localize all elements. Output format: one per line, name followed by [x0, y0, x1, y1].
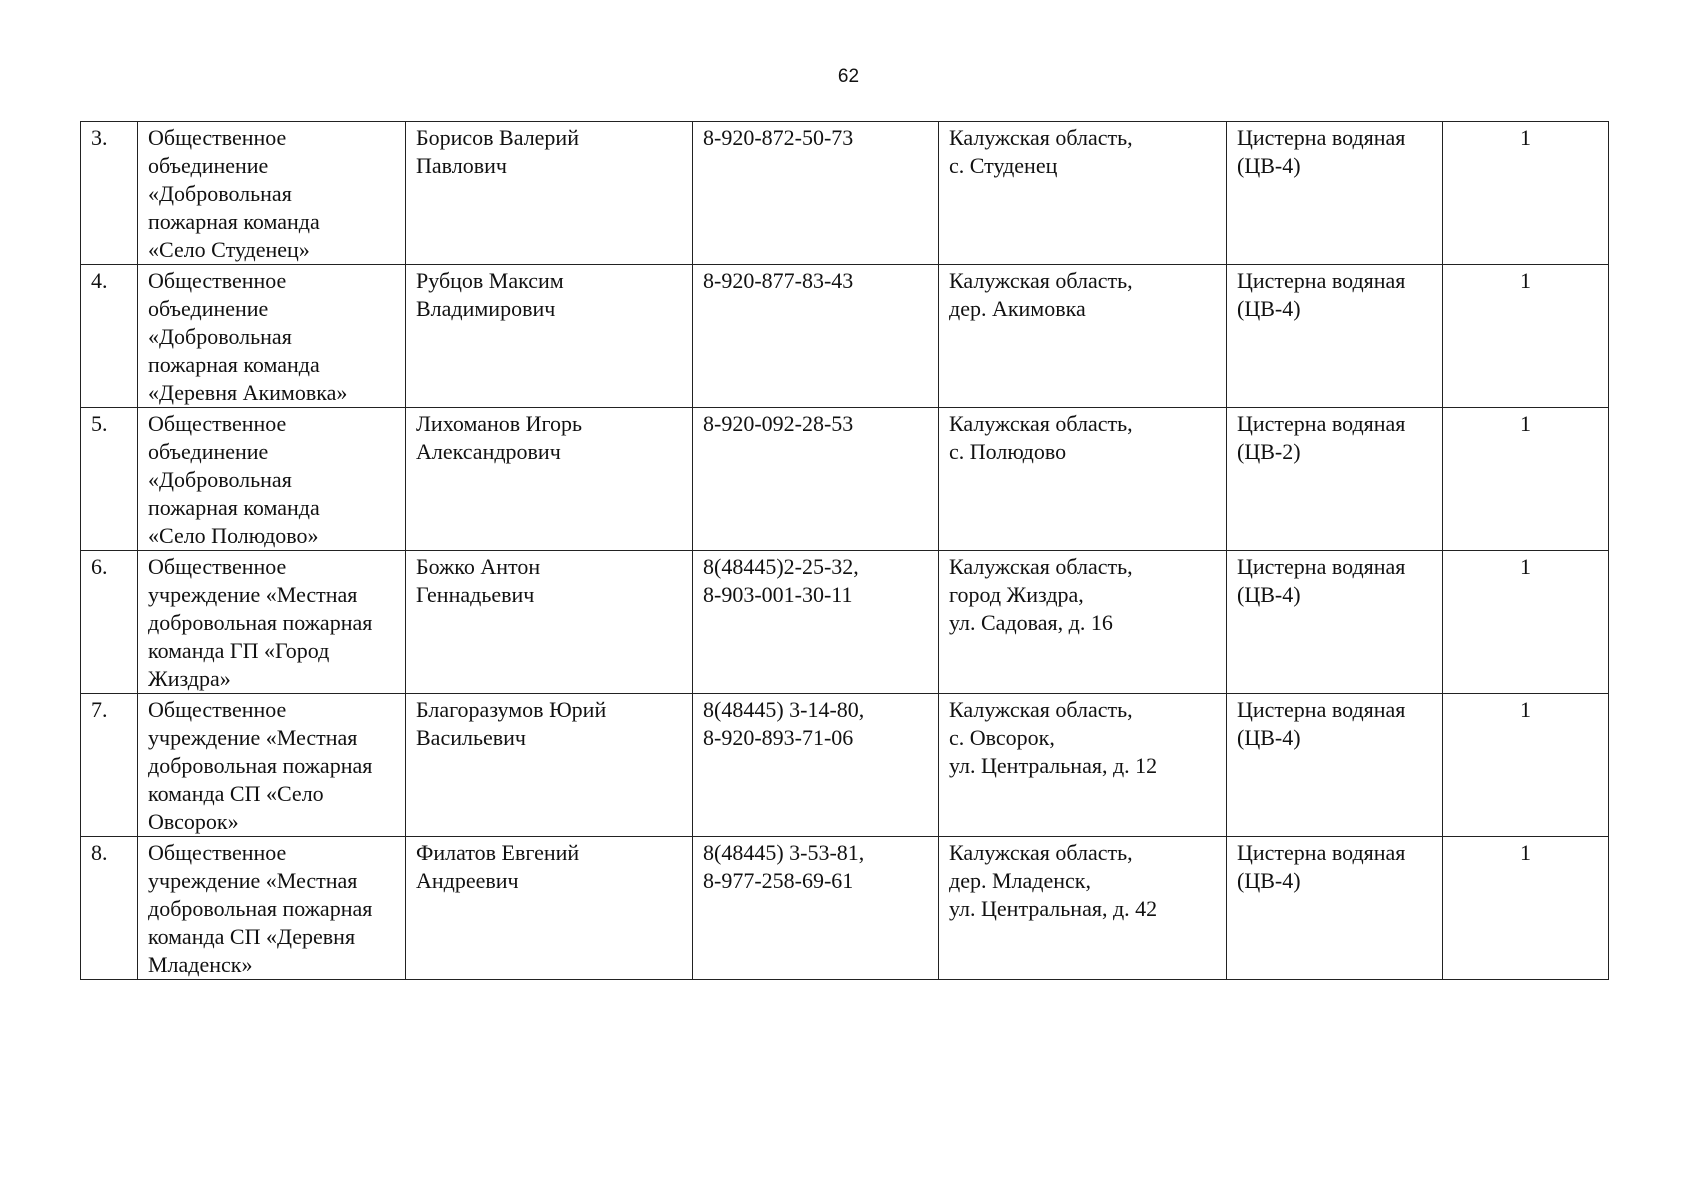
row-number: 4.: [81, 265, 138, 408]
organization-cell: [138, 265, 406, 408]
equipment-line: (ЦВ-4): [1237, 868, 1301, 893]
address-line: ул. Садовая, д. 16: [949, 610, 1113, 635]
organization-line: добровольная пожарная: [148, 753, 373, 778]
organization-line: «Село Полюдово»: [148, 523, 319, 548]
organization-cell: [138, 408, 406, 551]
address-line: с. Студенец: [949, 153, 1058, 178]
organization-cell: [138, 694, 406, 837]
head-name-line: Геннадьевич: [416, 582, 535, 607]
address-cell: [939, 551, 1227, 694]
row-number: 8.: [81, 837, 138, 980]
fire-brigade-table: [80, 121, 1609, 980]
quantity-cell: 1: [1443, 694, 1609, 837]
organization-line: объединение: [148, 296, 269, 321]
table-row: [81, 837, 1609, 980]
quantity-cell: 1: [1443, 122, 1609, 265]
organization-line: «Село Студенец»: [148, 237, 310, 262]
head-name-line: Филатов Евгений: [416, 840, 580, 865]
address-line: Калужская область,: [949, 554, 1133, 579]
address-cell: [939, 265, 1227, 408]
organization-line: пожарная команда: [148, 209, 320, 234]
page-number: 62: [837, 66, 860, 87]
address-line: с. Овсорок,: [949, 725, 1055, 750]
address-cell: [939, 408, 1227, 551]
organization-line: Общественное: [148, 411, 287, 436]
row-number: 6.: [81, 551, 138, 694]
organization-line: учреждение «Местная: [148, 582, 358, 607]
head-name-cell: [406, 408, 693, 551]
table-row: [81, 694, 1609, 837]
phone-line: 8(48445)2-25-32,: [703, 554, 859, 579]
equipment-cell: [1227, 694, 1443, 837]
organization-line: Общественное: [148, 125, 287, 150]
head-name-line: Васильевич: [416, 725, 526, 750]
organization-cell: [138, 122, 406, 265]
address-line: Калужская область,: [949, 268, 1133, 293]
row-number: 3.: [81, 122, 138, 265]
equipment-line: Цистерна водяная: [1237, 697, 1406, 722]
organization-line: Общественное: [148, 697, 287, 722]
equipment-line: Цистерна водяная: [1237, 411, 1406, 436]
quantity-cell: 1: [1443, 265, 1609, 408]
organization-line: «Деревня Акимовка»: [148, 380, 348, 405]
organization-line: команда СП «Деревня: [148, 924, 356, 949]
address-cell: [939, 694, 1227, 837]
phone-line: 8-977-258-69-61: [703, 868, 854, 893]
phone-line: 8-920-092-28-53: [703, 411, 854, 436]
row-number: 7.: [81, 694, 138, 837]
organization-line: объединение: [148, 439, 269, 464]
equipment-line: (ЦВ-4): [1237, 725, 1301, 750]
organization-line: учреждение «Местная: [148, 725, 358, 750]
equipment-line: (ЦВ-4): [1237, 582, 1301, 607]
organization-line: учреждение «Местная: [148, 868, 358, 893]
phone-cell: [693, 408, 939, 551]
equipment-line: Цистерна водяная: [1237, 840, 1406, 865]
organization-line: пожарная команда: [148, 495, 320, 520]
organization-line: команда ГП «Город: [148, 638, 330, 663]
head-name-line: Божко Антон: [416, 554, 541, 579]
equipment-line: (ЦВ-2): [1237, 439, 1301, 464]
phone-line: 8-920-872-50-73: [703, 125, 854, 150]
address-line: ул. Центральная, д. 42: [949, 896, 1158, 921]
head-name-cell: [406, 694, 693, 837]
organization-line: «Добровольная: [148, 467, 292, 492]
row-number: 5.: [81, 408, 138, 551]
phone-cell: [693, 122, 939, 265]
quantity-cell: 1: [1443, 551, 1609, 694]
organization-line: добровольная пожарная: [148, 896, 373, 921]
head-name-cell: [406, 837, 693, 980]
equipment-cell: [1227, 265, 1443, 408]
table-row: [81, 265, 1609, 408]
equipment-line: (ЦВ-4): [1237, 296, 1301, 321]
head-name-cell: [406, 265, 693, 408]
address-line: Калужская область,: [949, 697, 1133, 722]
phone-line: 8-920-893-71-06: [703, 725, 854, 750]
table-row: [81, 122, 1609, 265]
address-line: дер. Акимовка: [949, 296, 1086, 321]
organization-line: Овсорок»: [148, 809, 239, 834]
table-row: [81, 551, 1609, 694]
head-name-line: Александрович: [416, 439, 561, 464]
head-name-line: Владимирович: [416, 296, 556, 321]
table-row: [81, 408, 1609, 551]
head-name-line: Лихоманов Игорь: [416, 411, 583, 436]
equipment-cell: [1227, 551, 1443, 694]
phone-cell: [693, 694, 939, 837]
head-name-cell: [406, 122, 693, 265]
address-line: Калужская область,: [949, 840, 1133, 865]
equipment-line: Цистерна водяная: [1237, 268, 1406, 293]
head-name-line: Павлович: [416, 153, 507, 178]
organization-line: команда СП «Село: [148, 781, 324, 806]
address-line: Калужская область,: [949, 125, 1133, 150]
address-line: Калужская область,: [949, 411, 1133, 436]
organization-line: Жиздра»: [148, 666, 231, 691]
organization-line: Общественное: [148, 840, 287, 865]
address-cell: [939, 122, 1227, 265]
organization-cell: [138, 837, 406, 980]
address-line: город Жиздра,: [949, 582, 1084, 607]
head-name-cell: [406, 551, 693, 694]
phone-line: 8(48445) 3-14-80,: [703, 697, 865, 722]
head-name-line: Рубцов Максим: [416, 268, 564, 293]
address-line: с. Полюдово: [949, 439, 1067, 464]
phone-line: 8(48445) 3-53-81,: [703, 840, 865, 865]
organization-line: «Добровольная: [148, 181, 292, 206]
equipment-line: Цистерна водяная: [1237, 125, 1406, 150]
quantity-cell: 1: [1443, 408, 1609, 551]
address-cell: [939, 837, 1227, 980]
phone-cell: [693, 265, 939, 408]
phone-line: 8-903-001-30-11: [703, 582, 853, 607]
quantity-cell: 1: [1443, 837, 1609, 980]
equipment-cell: [1227, 408, 1443, 551]
phone-line: 8-920-877-83-43: [703, 268, 854, 293]
equipment-cell: [1227, 837, 1443, 980]
address-line: ул. Центральная, д. 12: [949, 753, 1158, 778]
phone-cell: [693, 837, 939, 980]
phone-cell: [693, 551, 939, 694]
head-name-line: Борисов Валерий: [416, 125, 579, 150]
table-body: [81, 122, 1609, 980]
organization-cell: [138, 551, 406, 694]
address-line: дер. Младенск,: [949, 868, 1091, 893]
head-name-line: Благоразумов Юрий: [416, 697, 607, 722]
organization-line: добровольная пожарная: [148, 610, 373, 635]
organization-line: пожарная команда: [148, 352, 320, 377]
organization-line: Младенск»: [148, 952, 253, 977]
equipment-cell: [1227, 122, 1443, 265]
equipment-line: (ЦВ-4): [1237, 153, 1301, 178]
equipment-line: Цистерна водяная: [1237, 554, 1406, 579]
organization-line: «Добровольная: [148, 324, 292, 349]
organization-line: Общественное: [148, 268, 287, 293]
head-name-line: Андреевич: [416, 868, 519, 893]
organization-line: объединение: [148, 153, 269, 178]
organization-line: Общественное: [148, 554, 287, 579]
